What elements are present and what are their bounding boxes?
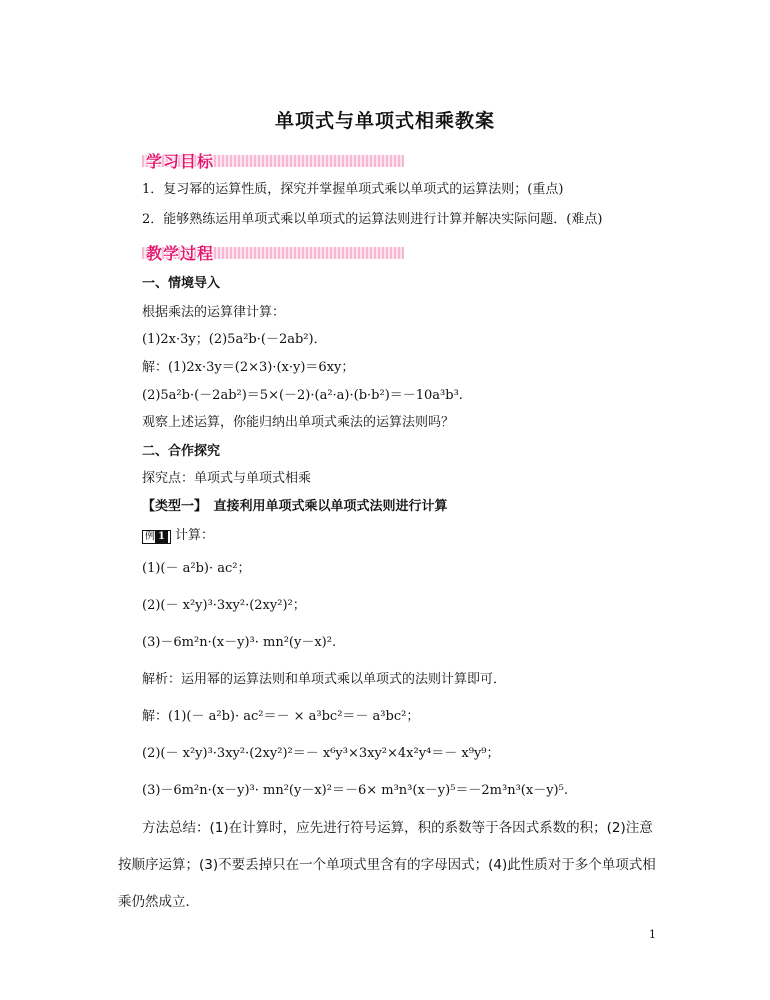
type1-heading: 【类型一】 直接利用单项式乘以单项式法则进行计算 [142, 499, 448, 514]
part2-heading: 二、合作探究 [142, 444, 221, 459]
example-question-2: (2)(－ x²y)³·3xy²·(2xy²)²； [142, 598, 306, 613]
example-line [142, 527, 214, 545]
example-question-1: (1)(－ a²b)· ac²； [142, 561, 251, 576]
goal-item-2: 2．能够熟练运用单项式乘以单项式的运算法则进行计算并解决实际问题．(难点) [142, 212, 603, 227]
section-label-goals: 学习目标 [146, 152, 215, 171]
part1-answer-1: 解：(1)2x·3y＝(2×3)·(x·y)＝6xy； [142, 360, 355, 375]
page-title: 单项式与单项式相乘教案 [274, 110, 495, 132]
example-question-3: (3)－6m²n·(x－y)³· mn²(y－x)². [142, 635, 337, 650]
part2-point: 探究点：单项式与单项式相乘 [142, 471, 312, 486]
part1-reflect: 观察上述运算，你能归纳出单项式乘法的运算法则吗？ [142, 415, 455, 430]
solution-1: 解：(1)(－ a²b)· ac²＝－ × a³bc²＝－ a³bc²； [142, 709, 420, 724]
example-badge-label: 例 [145, 531, 155, 542]
method-summary-line-1: 方法总结：(1)在计算时，应先进行符号运算，积的系数等于各因式系数的积；(2)注意 [142, 820, 653, 836]
section-banner-goals [142, 150, 404, 172]
goal-item-1: 1．复习幂的运算性质，探究并掌握单项式乘以单项式的运算法则；(重点) [142, 182, 564, 197]
analysis: 解析：运用幂的运算法则和单项式乘以单项式的法则计算即可． [142, 672, 507, 687]
part1-question: (1)2x·3y；(2)5a²b·(－2ab²)． [142, 332, 327, 347]
method-summary-line-3: 乘仍然成立． [118, 894, 199, 910]
example-number: 1 [155, 531, 168, 543]
solution-2: (2)(－ x²y)³·3xy²·(2xy²)²＝－ x⁶y³×3xy²×4x²y⁴＝－ x⁹y⁹； [142, 746, 500, 761]
example-badge [142, 530, 171, 544]
section-banner-process [142, 242, 404, 264]
solution-3: (3)－6m²n·(x－y)³· mn²(y－x)²＝－6× m³n³(x－y)⁵＝－2m³n³(x－y)⁵. [142, 783, 568, 798]
part1-answer-2: (2)5a²b·(－2ab²)＝5×(－2)·(a²·a)·(b·b²)＝－10a³b³. [142, 388, 463, 403]
part1-heading: 一、情境导入 [142, 276, 221, 291]
method-summary-line-2: 按顺序运算；(3)不要丢掉只在一个单项式里含有的字母因式；(4)此性质对于多个单项式相 [118, 857, 656, 873]
page-number: 1 [649, 928, 656, 941]
section-label-process: 教学过程 [146, 244, 215, 263]
example-text: 计算： [174, 528, 214, 543]
part1-intro: 根据乘法的运算律计算： [142, 305, 286, 320]
